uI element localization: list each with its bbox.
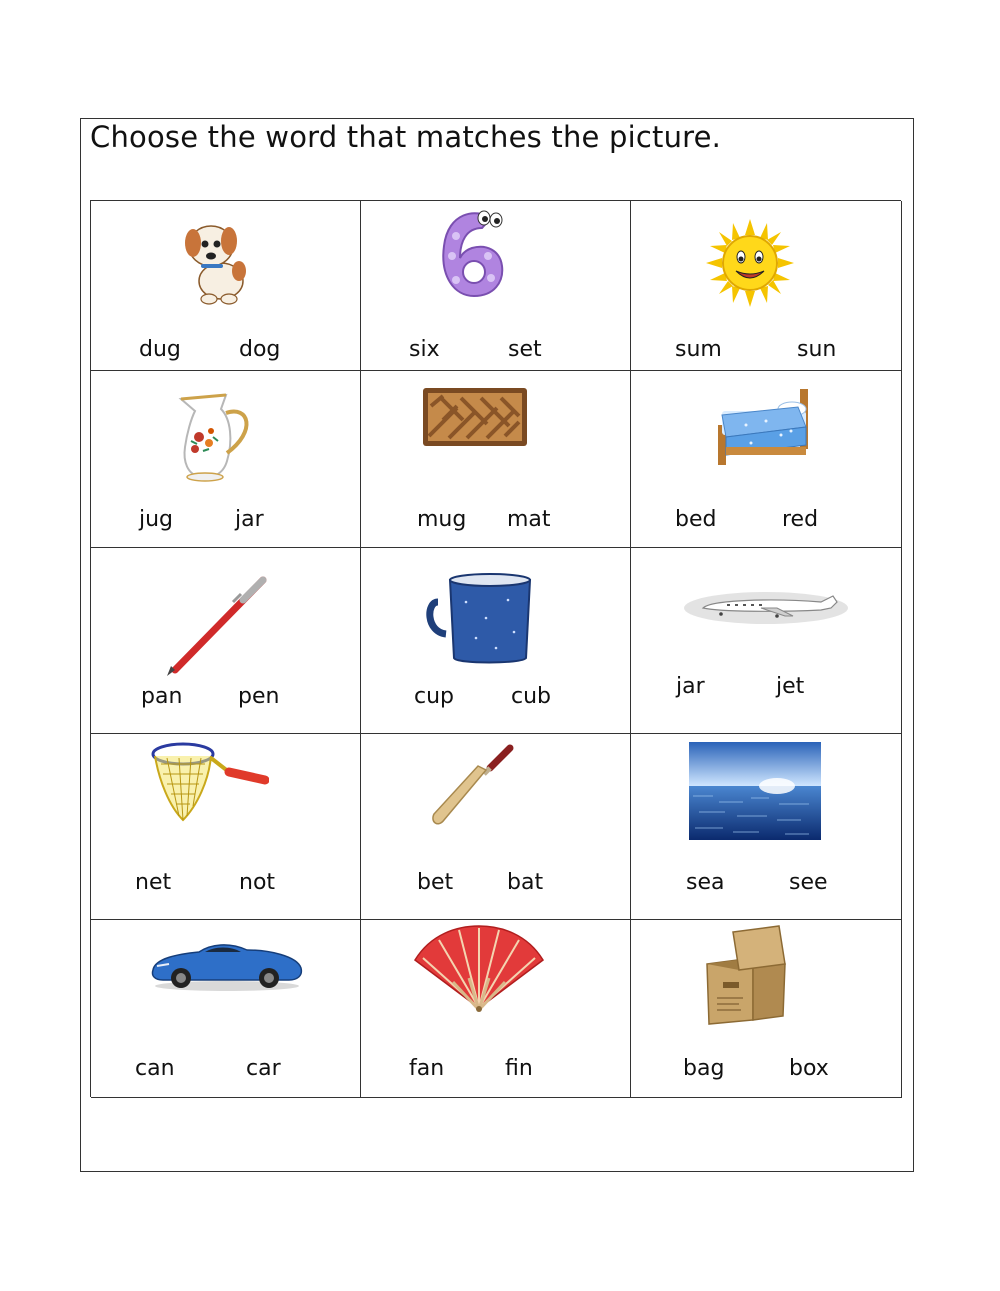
choice-word[interactable]: box (789, 1056, 829, 1081)
choice-word[interactable]: net (135, 870, 172, 895)
jug-icon (171, 391, 261, 483)
choice-word[interactable]: can (135, 1056, 175, 1081)
choice-word[interactable]: sum (675, 337, 722, 362)
choice-word[interactable]: jug (139, 507, 174, 532)
mat-icon (421, 386, 529, 448)
bat-icon (426, 742, 516, 832)
item-card (91, 548, 361, 734)
choice-word[interactable]: bag (683, 1056, 725, 1081)
item-card (91, 734, 361, 920)
sea-icon (689, 742, 821, 840)
net-icon (149, 740, 269, 824)
fan-icon (413, 924, 545, 1016)
item-card (631, 548, 902, 734)
choice-word[interactable]: mug (417, 507, 467, 532)
choice-word[interactable]: see (789, 870, 828, 895)
number-six-icon (436, 206, 511, 301)
choice-word[interactable]: dog (239, 337, 281, 362)
choice-word[interactable]: jar (676, 674, 705, 699)
choice-word[interactable]: bet (417, 870, 454, 895)
choice-word[interactable]: dug (139, 337, 181, 362)
choice-word[interactable]: jet (776, 674, 805, 699)
choice-word[interactable]: jar (235, 507, 264, 532)
item-card (361, 548, 631, 734)
choice-word[interactable]: cub (511, 684, 552, 709)
jet-icon (681, 578, 851, 630)
item-card (631, 201, 902, 371)
worksheet-title: Choose the word that matches the picture. (90, 120, 722, 154)
item-card (631, 920, 902, 1098)
choice-word[interactable]: car (246, 1056, 281, 1081)
choice-word[interactable]: mat (507, 507, 551, 532)
choice-word[interactable]: bat (507, 870, 544, 895)
choice-word[interactable]: fin (505, 1056, 533, 1081)
item-card (91, 201, 361, 371)
pen-icon (161, 574, 271, 678)
dog-icon (171, 211, 261, 306)
item-card (91, 371, 361, 548)
choice-word[interactable]: set (508, 337, 542, 362)
choice-word[interactable]: red (782, 507, 819, 532)
choice-word[interactable]: not (239, 870, 276, 895)
choice-word[interactable]: cup (414, 684, 455, 709)
sun-icon (706, 219, 794, 307)
choice-word[interactable]: bed (675, 507, 717, 532)
item-card (631, 371, 902, 548)
item-card (361, 201, 631, 371)
item-card (91, 920, 361, 1098)
word-picture-grid (90, 200, 901, 1097)
choice-word[interactable]: pen (238, 684, 280, 709)
item-card (361, 734, 631, 920)
choice-word[interactable]: sea (686, 870, 725, 895)
choice-word[interactable]: six (409, 337, 440, 362)
bed-icon (716, 385, 818, 465)
choice-word[interactable]: fan (409, 1056, 445, 1081)
item-card (361, 371, 631, 548)
choice-word[interactable]: pan (141, 684, 183, 709)
item-card (631, 734, 902, 920)
box-icon (703, 924, 789, 1028)
choice-word[interactable]: sun (797, 337, 837, 362)
item-card (361, 920, 631, 1098)
cup-icon (426, 572, 536, 668)
car-icon (149, 934, 305, 992)
